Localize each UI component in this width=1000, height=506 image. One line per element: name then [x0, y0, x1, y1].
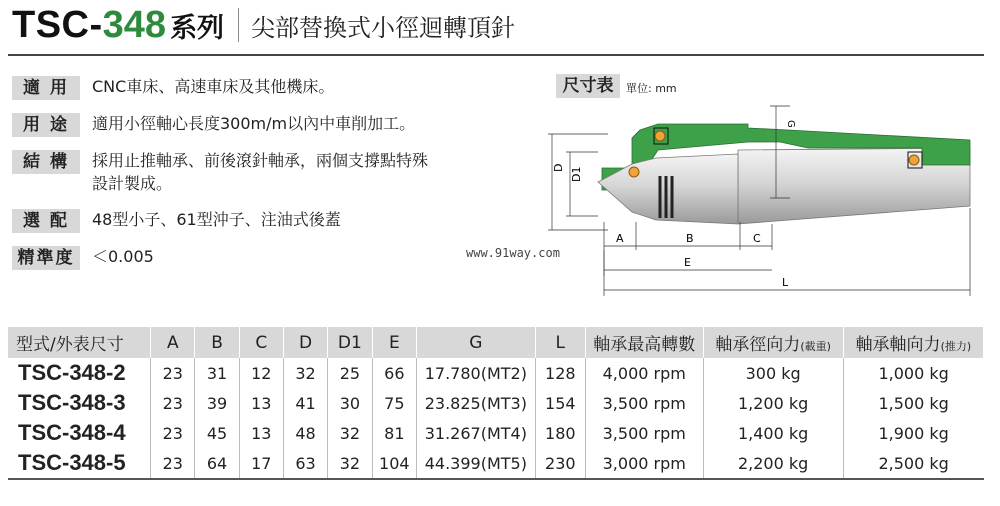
page-title — [12, 2, 515, 48]
table-cell: 1,000 kg — [878, 363, 949, 383]
dim-c: C — [753, 232, 761, 245]
dim-l: L — [782, 276, 789, 289]
spec-value-line2: 設計製成。 — [92, 174, 173, 193]
title-series: 系列 — [170, 12, 225, 44]
table-cell: 31.267(MT4) — [417, 418, 536, 448]
spec-label: 適 用 — [12, 76, 80, 100]
col-d: D — [283, 327, 327, 358]
table-cell: 3,500 rpm — [585, 418, 703, 448]
spec-label: 選 配 — [12, 209, 80, 233]
dim-d1: D1 — [570, 166, 583, 182]
table-cell: 32 — [328, 418, 372, 448]
table-cell: 81 — [372, 418, 417, 448]
table-cell: 25 — [328, 358, 372, 388]
table-cell: 23 — [151, 448, 195, 479]
table-header-row — [8, 327, 984, 358]
col-l: L — [535, 327, 585, 358]
table-cell: 1,400 kg — [703, 418, 843, 448]
spec-value: 適用小徑軸心長度300m/m以內中車削加工。 — [92, 114, 416, 133]
bearing-ball — [629, 167, 639, 177]
table-cell: 23 — [151, 388, 195, 418]
top-rule — [8, 54, 984, 56]
table-cell: 2,500 kg — [843, 448, 983, 479]
table-cell: 4,000 rpm — [585, 358, 703, 388]
table-cell: 23.825(MT3) — [417, 388, 536, 418]
model-cell: TSC-348-2 — [8, 358, 151, 388]
dim-d: D — [552, 163, 565, 172]
spec-value: ＜0.005 — [92, 247, 154, 266]
bearing-ball — [655, 131, 665, 141]
spec-label: 結 構 — [12, 150, 80, 174]
model-cell: TSC-348-5 — [8, 448, 151, 479]
dim-g: G — [785, 120, 796, 128]
col-a: A — [151, 327, 195, 358]
col-c: C — [239, 327, 283, 358]
table-cell: 13 — [239, 418, 283, 448]
table-cell: 64 — [195, 448, 239, 479]
dim-a: A — [616, 232, 624, 245]
table-cell: 3,000 rpm — [585, 448, 703, 479]
table-row — [8, 358, 984, 388]
table-cell: 48 — [283, 418, 327, 448]
dimension-unit: 單位: mm — [626, 82, 677, 95]
model-cell: TSC-348-3 — [8, 388, 151, 418]
table-cell: 32 — [283, 358, 327, 388]
table-cell: 1,200 kg — [703, 388, 843, 418]
table-cell: 75 — [372, 388, 417, 418]
title-model: TSC- — [12, 3, 103, 46]
col-d1: D1 — [328, 327, 372, 358]
table-cell: 1,900 kg — [878, 423, 949, 443]
table-row — [8, 388, 984, 418]
spec-table — [8, 327, 984, 480]
table-row — [8, 418, 984, 448]
table-cell: 17 — [239, 448, 283, 479]
title-separator — [238, 8, 239, 42]
table-cell: 30 — [328, 388, 372, 418]
watermark: www.91way.com — [466, 246, 560, 260]
table-cell: 31 — [195, 358, 239, 388]
table-cell: 39 — [195, 388, 239, 418]
table-cell: 1,500 kg — [878, 393, 949, 413]
table-cell: 13 — [239, 388, 283, 418]
table-cell: 3,500 rpm — [585, 388, 703, 418]
table-cell: 154 — [535, 388, 585, 418]
table-cell: 32 — [328, 448, 372, 479]
col-e: E — [372, 327, 417, 358]
col-radial-load: 軸承徑向力(載重) — [703, 327, 843, 358]
table-cell: 66 — [372, 358, 417, 388]
table-cell: 2,200 kg — [703, 448, 843, 479]
spec-value: 48型小子、61型沖子、注油式後蓋 — [92, 210, 341, 229]
dimension-label: 尺寸表 — [556, 74, 620, 98]
table-cell: 128 — [535, 358, 585, 388]
table-cell: 23 — [151, 358, 195, 388]
model-cell: TSC-348-4 — [8, 418, 151, 448]
table-cell: 45 — [195, 418, 239, 448]
col-axial-load: 軸承軸向力(推力) — [843, 327, 983, 358]
table-cell: 23 — [151, 418, 195, 448]
table-cell: 44.399(MT5) — [417, 448, 536, 479]
dim-e: E — [684, 256, 691, 269]
spec-label: 用 途 — [12, 113, 80, 137]
dim-b: B — [686, 232, 694, 245]
bearing-ball — [909, 155, 919, 165]
table-cell: 41 — [283, 388, 327, 418]
table-cell: 63 — [283, 448, 327, 479]
col-b: B — [195, 327, 239, 358]
col-max-rpm: 軸承最高轉數 — [585, 327, 703, 358]
center-drawing — [548, 100, 978, 310]
spec-value: CNC車床、高速車床及其他機床。 — [92, 77, 335, 96]
title-subtitle: 尖部替換式小徑迴轉頂針 — [251, 13, 516, 42]
col-g: G — [417, 327, 536, 358]
table-cell: 230 — [535, 448, 585, 479]
spec-label: 精準度 — [12, 246, 80, 270]
table-cell: 180 — [535, 418, 585, 448]
spec-value: 採用止推軸承、前後滾針軸承，兩個支撐點特殊 — [92, 151, 429, 170]
table-cell: 300 kg — [703, 358, 843, 388]
table-cell: 104 — [372, 448, 417, 479]
col-model: 型式/外表尺寸 — [8, 327, 151, 358]
rotating-tip — [598, 154, 738, 224]
table-cell: 17.780(MT2) — [417, 358, 536, 388]
title-number: 348 — [102, 3, 167, 46]
table-row — [8, 448, 984, 479]
table-cell: 12 — [239, 358, 283, 388]
